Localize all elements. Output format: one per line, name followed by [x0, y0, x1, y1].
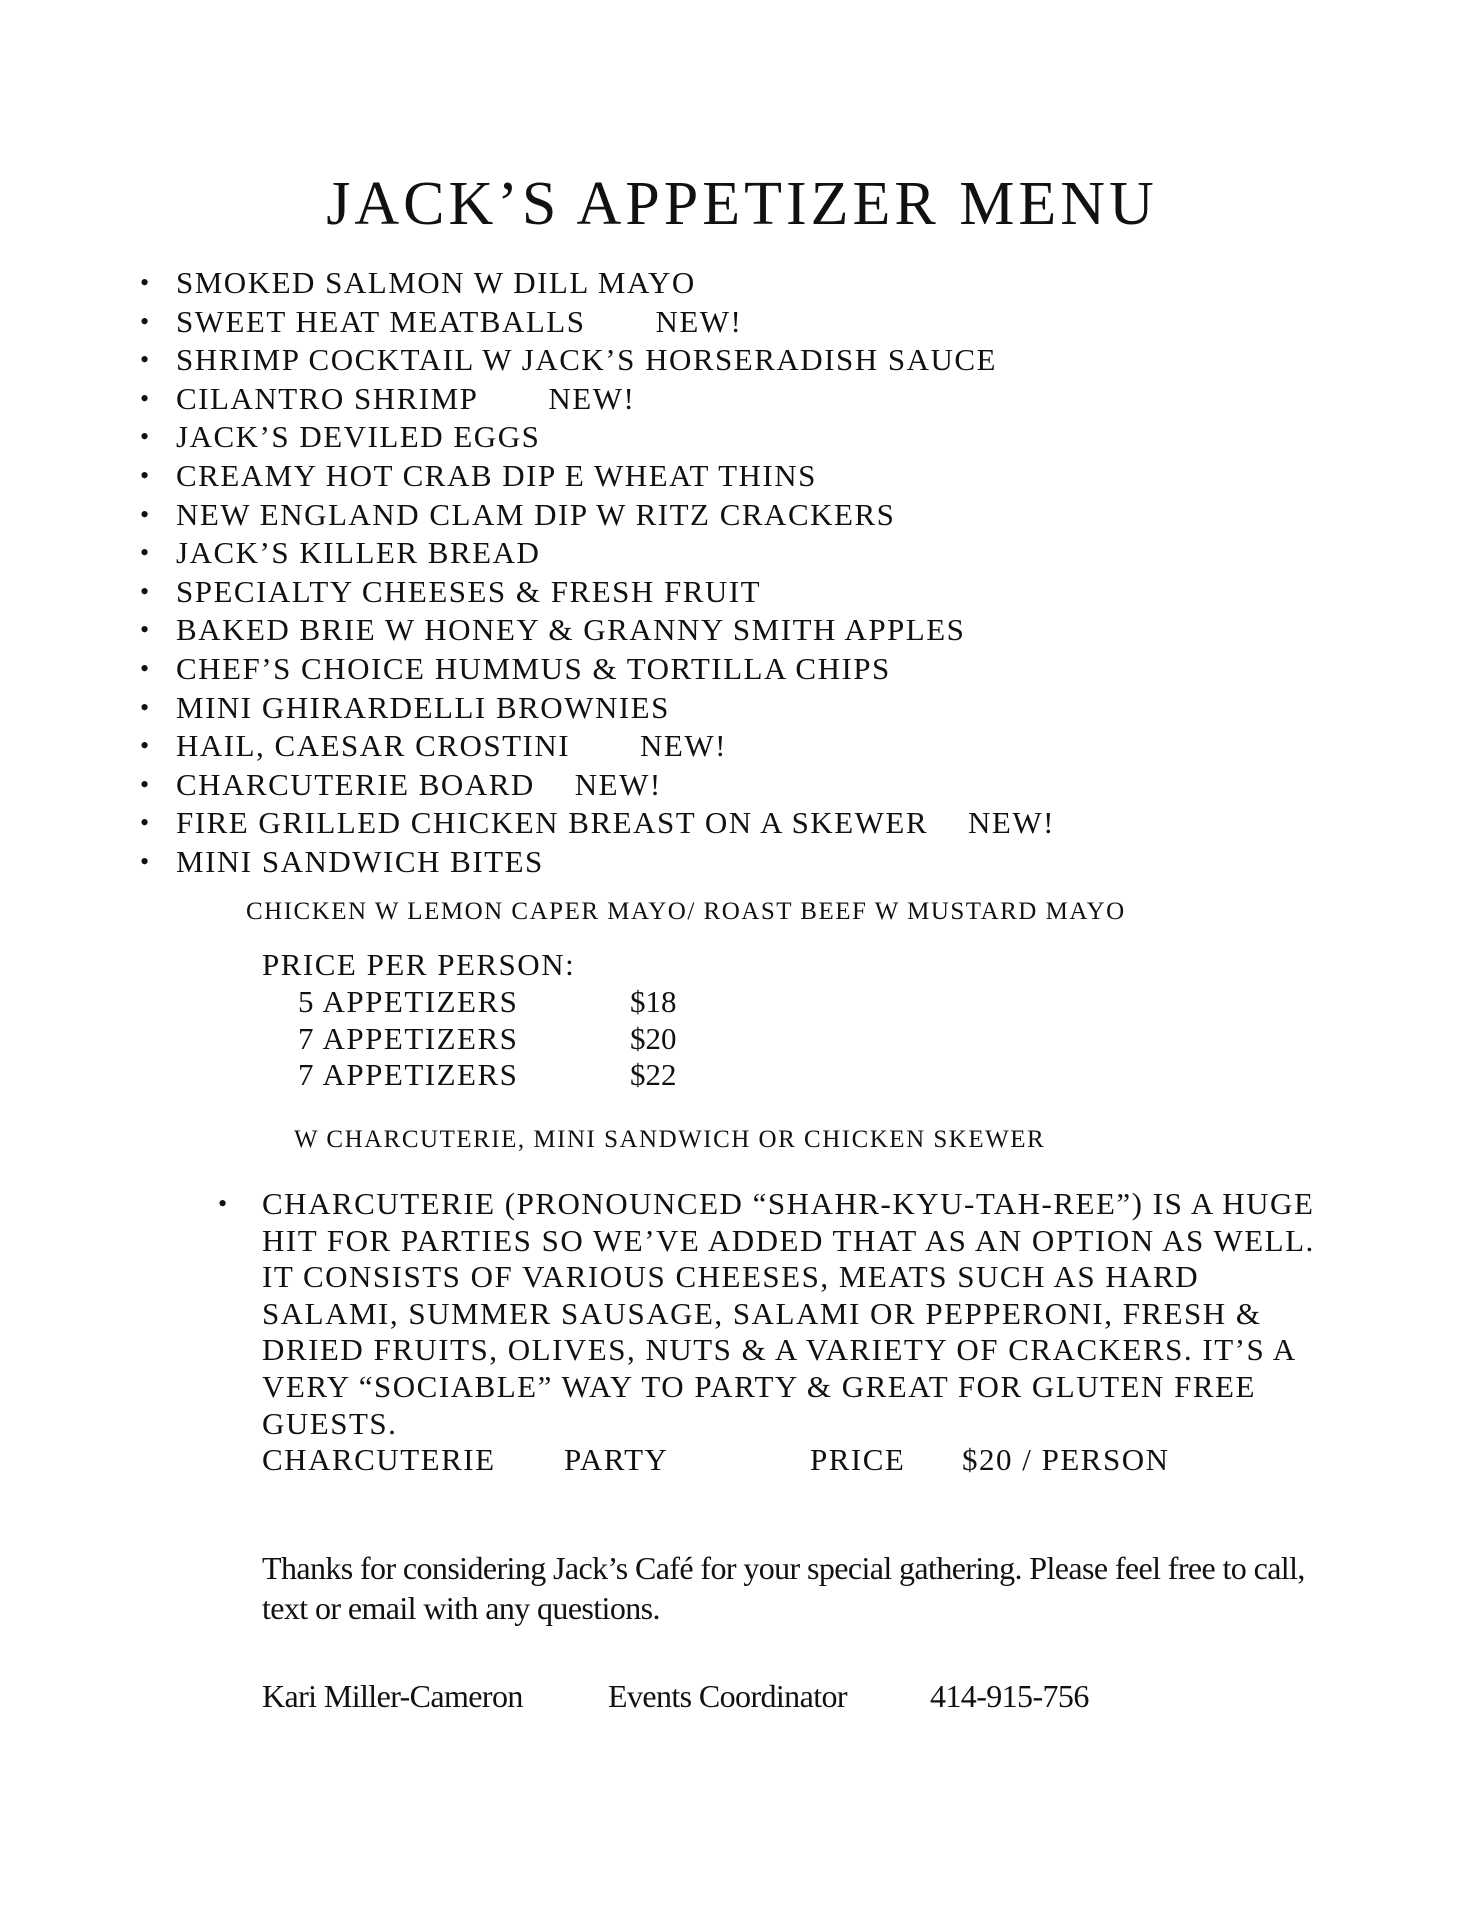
- tier-label: 7 APPETIZERS: [298, 1057, 519, 1092]
- tier-price: $18: [630, 984, 677, 1019]
- pricing-tier: [262, 1020, 677, 1058]
- bullet-icon: •: [140, 692, 150, 722]
- appetizer-list: [140, 264, 1055, 882]
- menu-title: JACK’S APPETIZER MENU: [326, 170, 1158, 238]
- item-name: CHARCUTERIE BOARD: [176, 766, 535, 802]
- list-item: [140, 804, 1055, 843]
- new-badge: NEW!: [548, 380, 636, 416]
- item-name: CILANTRO SHRIMP: [176, 380, 479, 416]
- pricing-note: W CHARCUTERIE, MINI SANDWICH OR CHICKEN SKEWER: [294, 1126, 1046, 1153]
- bullet-icon: •: [140, 422, 150, 452]
- item-name: BAKED BRIE W HONEY & GRANNY SMITH APPLES: [176, 612, 966, 648]
- sandwich-options: CHICKEN W LEMON CAPER MAYO/ ROAST BEEF W MUSTARD MAYO: [246, 898, 1126, 925]
- item-name: SWEET HEAT MEATBALLS: [176, 303, 586, 339]
- bullet-icon: •: [140, 268, 150, 297]
- list-item: [140, 843, 1055, 882]
- bullet-icon: •: [140, 808, 150, 838]
- list-item: [140, 727, 1055, 766]
- list-item: [140, 457, 1055, 496]
- list-item: [140, 341, 1055, 380]
- contact-name: Kari Miller-Cameron: [262, 1678, 523, 1714]
- item-name: JACK’S DEVILED EGGS: [176, 419, 541, 455]
- item-name: SHRIMP COCKTAIL W JACK’S HORSERADISH SAUCE: [176, 342, 997, 378]
- list-item: [140, 534, 1055, 573]
- item-name: NEW ENGLAND CLAM DIP W RITZ CRACKERS: [176, 496, 896, 532]
- bullet-icon: •: [140, 846, 150, 876]
- list-item: [140, 766, 1055, 805]
- bullet-icon: •: [140, 731, 150, 761]
- pricing-heading: PRICE PER PERSON:: [262, 947, 576, 982]
- pricing-tier: [262, 1057, 677, 1094]
- new-badge: NEW!: [574, 766, 662, 802]
- pricing-section: [262, 946, 677, 1094]
- list-item: [140, 264, 1055, 303]
- charcuterie-party-word: PARTY: [564, 1442, 669, 1478]
- item-name: HAIL, CAESAR CROSTINI: [176, 728, 571, 764]
- bullet-icon: •: [140, 653, 150, 683]
- thanks-message: Thanks for considering Jack’s Café for your special gathering. Please feel free to call, text or email with any questions.: [262, 1550, 1305, 1626]
- bullet-icon: •: [218, 1189, 228, 1218]
- bullet-icon: •: [140, 383, 150, 413]
- pricing-tier: [262, 984, 677, 1021]
- list-item: [140, 689, 1055, 728]
- tier-price: $20: [630, 1020, 677, 1056]
- list-item: [140, 303, 1055, 342]
- new-badge: NEW!: [640, 728, 727, 764]
- item-name: SMOKED SALMON W DILL MAYO: [176, 265, 696, 300]
- contact-role: Events Coordinator: [608, 1678, 847, 1714]
- item-name: JACK’S KILLER BREAD: [176, 535, 541, 571]
- contact-phone: 414-915-756: [930, 1678, 1089, 1714]
- bullet-icon: •: [140, 615, 150, 645]
- bullet-icon: •: [140, 345, 150, 375]
- item-name: CHEF’S CHOICE HUMMUS & TORTILLA CHIPS: [176, 650, 891, 686]
- item-name: SPECIALTY CHEESES & FRESH FRUIT: [176, 573, 762, 609]
- tier-label: 7 APPETIZERS: [298, 1020, 519, 1056]
- bullet-icon: •: [140, 306, 150, 336]
- list-item: [140, 418, 1055, 457]
- contact-row: [262, 1676, 1262, 1716]
- charcuterie-section: [218, 1186, 1322, 1479]
- charcuterie-price-row: [262, 1442, 1322, 1479]
- charcuterie-price-label: PRICE: [810, 1442, 906, 1478]
- new-badge: NEW!: [655, 303, 743, 339]
- list-item: [140, 380, 1055, 419]
- item-name: CREAMY HOT CRAB DIP E WHEAT THINS: [176, 457, 817, 493]
- list-item: [140, 573, 1055, 612]
- tier-label: 5 APPETIZERS: [298, 984, 519, 1019]
- item-name: MINI GHIRARDELLI BROWNIES: [176, 689, 670, 725]
- new-badge: NEW!: [968, 805, 1055, 841]
- bullet-icon: •: [140, 460, 150, 490]
- list-item: [140, 611, 1055, 650]
- bullet-icon: •: [140, 499, 150, 529]
- bullet-icon: •: [140, 576, 150, 606]
- item-name: FIRE GRILLED CHICKEN BREAST ON A SKEWER: [176, 805, 929, 841]
- bullet-icon: •: [140, 538, 150, 568]
- bullet-icon: •: [140, 769, 150, 799]
- item-name: MINI SANDWICH BITES: [176, 843, 544, 879]
- list-item: [140, 650, 1055, 689]
- tier-price: $22: [630, 1057, 677, 1092]
- charcuterie-price-value: $20 / PERSON: [962, 1442, 1170, 1478]
- charcuterie-label: CHARCUTERIE: [262, 1442, 496, 1478]
- charcuterie-description: CHARCUTERIE (PRONOUNCED “SHAHR-KYU-TAH-REE”) IS A HUGE HIT FOR PARTIES SO WE’VE ADDED THAT AS AN OPTION AS WELL. IT CONSISTS OF VARIOUS CHEESES, MEATS SUCH AS HARD SALAMI, SUMMER SAUSAGE, SALAMI OR PEPPERONI, FRESH & DRIED FRUITS, OLIVES, NUTS & A VARIETY OF CRACKERS. IT’S A VERY “SOCIABLE” WAY TO PARTY & GREAT FOR GLUTEN FREE GUESTS.: [262, 1186, 1315, 1441]
- list-item: [140, 496, 1055, 535]
